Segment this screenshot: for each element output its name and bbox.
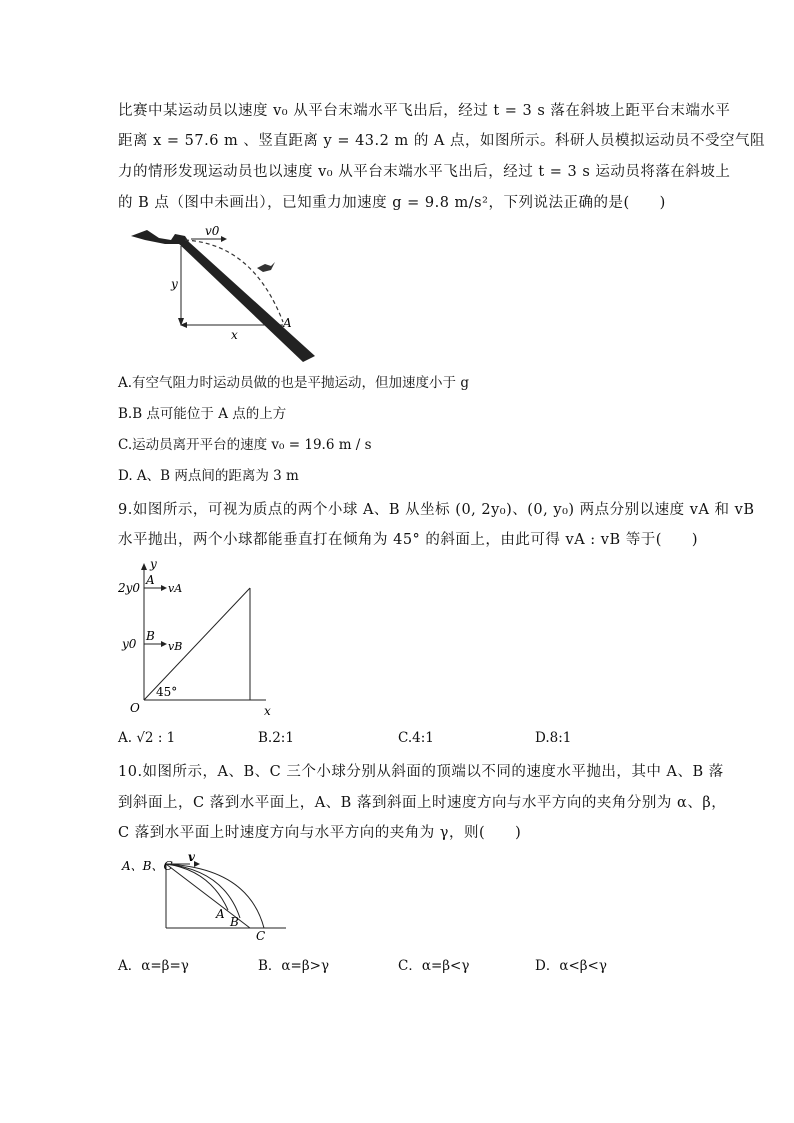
x-axis-label: x: [264, 704, 271, 718]
q8-option-c: C.运动员离开平台的速度 v₀ = 19.6 m / s: [118, 437, 372, 453]
ball-b-label: B: [146, 629, 155, 643]
q9-option-d: D.8:1: [535, 730, 572, 746]
q10-option-c: C．α=β<γ: [398, 958, 470, 974]
top-label: A、B、C: [122, 859, 173, 873]
tick-y0: y0: [122, 637, 137, 651]
q10-text-line-1: 10.如图所示，A、B、C 三个小球分别从斜面的顶端以不同的速度水平抛出，其中 A、B 落: [118, 764, 724, 780]
q8-text-line-4: 的 B 点（图中未画出），已知重力加速度 g = 9.8 m/s²，下列说法正确的是( ): [118, 195, 666, 211]
q8-ski-jump-figure: [125, 222, 325, 364]
q9-text-line-1: 9.如图所示，可视为质点的两个小球 A、B 从坐标 (0, 2y₀)、(0, y₀) 两点分别以速度 vA 和 vB: [118, 502, 755, 518]
q9-option-b: B.2:1: [258, 730, 294, 746]
ball-a-velocity-label: vA: [168, 582, 183, 595]
v0-arrowhead: [221, 236, 227, 242]
tick-2y0: 2y0: [118, 581, 141, 595]
q9-option-a: A. √2 : 1: [118, 730, 176, 746]
q9-text-line-2: 水平抛出，两个小球都能垂直打在倾角为 45° 的斜面上，由此可得 vA : vB 等于( ): [118, 532, 699, 548]
trajectory-c: [166, 864, 264, 928]
y-axis-arrowhead: [141, 563, 147, 570]
q8-text-line-3: 力的情形发现运动员也以速度 v₀ 从平台末端水平飞出后，经过 t = 3 s 运动员将落在斜坡上: [118, 164, 731, 180]
slope-shape: [177, 242, 315, 362]
q8-text-line-1: 比赛中某运动员以速度 v₀ 从平台末端水平飞出后，经过 t = 3 s 落在斜坡上距平台末端水平: [118, 103, 731, 119]
ball-b-velocity-label: vB: [168, 640, 183, 653]
q9-option-c: C.4:1: [398, 730, 434, 746]
q10-option-a: A．α=β=γ: [118, 958, 189, 974]
q10-text-line-2: 到斜面上，C 落到水平面上，A、B 落到斜面上时速度方向与水平方向的夹角分别为 α、β，: [118, 795, 727, 811]
label-b: B: [230, 915, 239, 929]
v-label: v: [188, 852, 195, 864]
ball-a-label: A: [146, 573, 155, 587]
origin-label: O: [130, 701, 140, 715]
y-axis-label: y: [150, 560, 157, 571]
x-label: x: [231, 328, 238, 342]
q10-incline-figure: [118, 852, 293, 944]
skier-platform-shape: [131, 230, 189, 244]
point-a-label: A: [283, 316, 292, 330]
v0-label: v0: [205, 224, 220, 238]
q8-option-b: B.B 点可能位于 A 点的上方: [118, 406, 287, 422]
q8-option-d: D. A、B 两点间的距离为 3 m: [118, 468, 299, 484]
skier-in-air-shape: [257, 262, 275, 272]
q8-text-line-2: 距离 x = 57.6 m 、竖直距离 y = 43.2 m 的 A 点，如图所示。科研人员模拟运动员不受空气阻: [118, 133, 766, 149]
q10-option-d: D．α<β<γ: [535, 958, 607, 974]
q9-coordinate-figure: [116, 560, 281, 720]
ball-a-arrowhead: [161, 585, 167, 591]
q10-option-b: B．α=β>γ: [258, 958, 330, 974]
angle-label: 45°: [156, 685, 178, 699]
y-label: y: [171, 277, 178, 291]
label-a: A: [216, 907, 225, 921]
q8-option-a: A.有空气阻力时运动员做的也是平抛运动，但加速度小于 g: [118, 375, 469, 391]
q10-text-line-3: C 落到水平面上时速度方向与水平方向的夹角为 γ，则( ): [118, 825, 522, 841]
ball-b-arrowhead: [161, 641, 167, 647]
label-c: C: [256, 929, 266, 943]
